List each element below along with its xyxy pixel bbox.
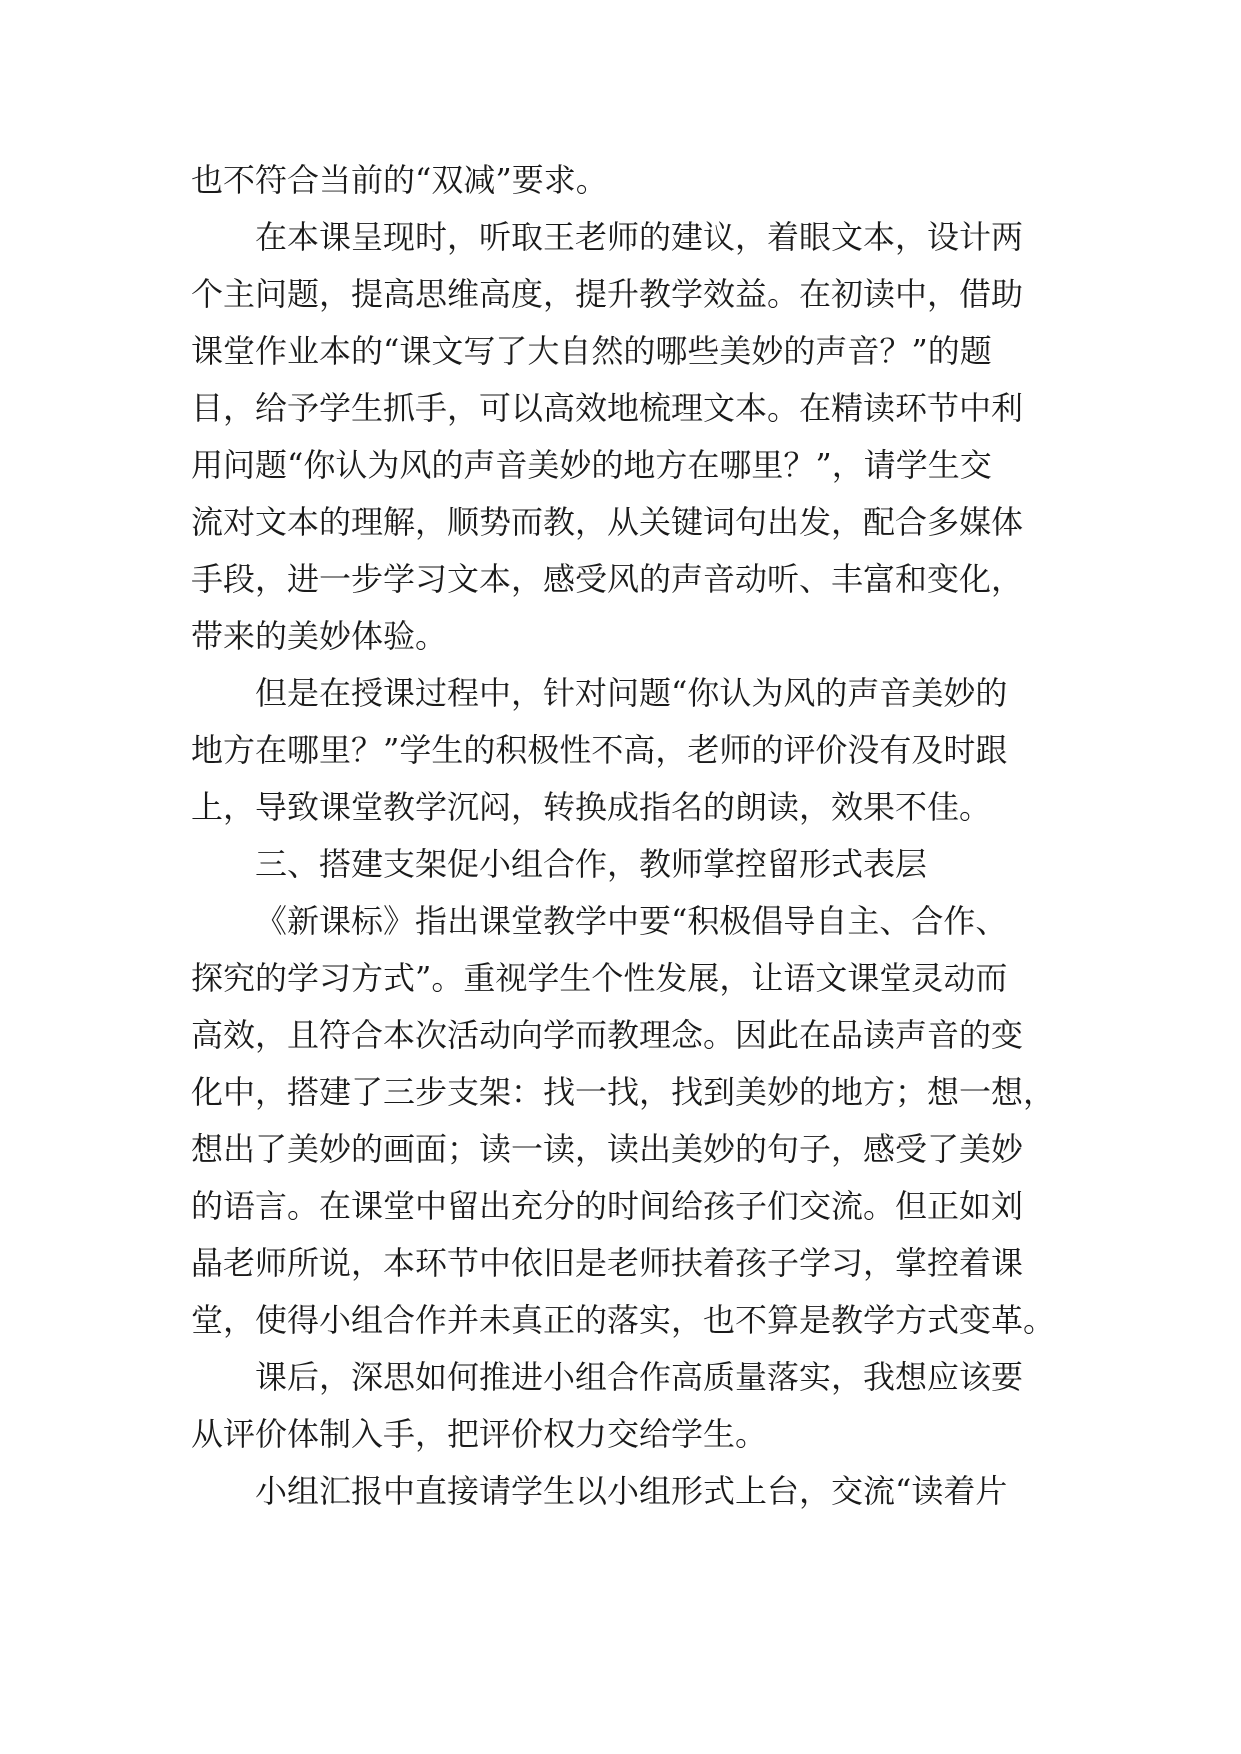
text-line: 晶老师所说，本环节中依旧是老师扶着孩子学习，掌控着课 [191, 1244, 1024, 1282]
text-line: 课后，深思如何推进小组合作高质量落实，我想应该要 [255, 1358, 1024, 1396]
section-heading: 三、搭建支架促小组合作，教师掌控留形式表层 [255, 845, 928, 883]
text-line: 手段，进一步学习文本，感受风的声音动听、丰富和变化， [191, 560, 1024, 598]
text-line: 用问题“你认为风的声音美妙的地方在哪里？”，请学生交 [191, 446, 992, 484]
text-line: 目，给予学生抓手，可以高效地梳理文本。在精读环节中利 [191, 389, 1024, 427]
text-line: 流对文本的理解，顺势而教，从关键词句出发，配合多媒体 [191, 503, 1024, 541]
text-line: 也不符合当前的“双减”要求。 [191, 161, 608, 199]
text-line: 堂，使得小组合作并未真正的落实，也不算是教学方式变革。 [191, 1301, 1056, 1339]
text-line: 从评价体制入手，把评价权力交给学生。 [191, 1415, 768, 1453]
text-line: 带来的美妙体验。 [191, 617, 448, 655]
text-line: 个主问题，提高思维高度，提升教学效益。在初读中，借助 [191, 275, 1024, 313]
text-line: 高效，且符合本次活动向学而教理念。因此在品读声音的变 [191, 1016, 1024, 1054]
text-line: 地方在哪里？”学生的积极性不高，老师的评价没有及时跟 [191, 731, 1008, 769]
text-line: 的语言。在课堂中留出充分的时间给孩子们交流。但正如刘 [191, 1187, 1024, 1225]
text-line: 化中，搭建了三步支架：找一找，找到美妙的地方；想一想， [191, 1073, 1056, 1111]
text-line: 课堂作业本的“课文写了大自然的哪些美妙的声音？”的题 [191, 332, 992, 370]
text-line: 但是在授课过程中，针对问题“你认为风的声音美妙的 [255, 674, 1008, 712]
text-line: 想出了美妙的画面；读一读，读出美妙的句子，感受了美妙 [191, 1130, 1024, 1168]
text-line: 小组汇报中直接请学生以小组形式上台，交流“读着片 [255, 1472, 1008, 1510]
text-line: 《新课标》指出课堂教学中要“积极倡导自主、合作、 [255, 902, 1008, 940]
text-line: 上，导致课堂教学沉闷，转换成指名的朗读，效果不佳。 [191, 788, 992, 826]
text-line: 在本课呈现时，听取王老师的建议，着眼文本，设计两 [255, 218, 1024, 256]
text-line: 探究的学习方式”。重视学生个性发展，让语文课堂灵动而 [191, 959, 1008, 997]
